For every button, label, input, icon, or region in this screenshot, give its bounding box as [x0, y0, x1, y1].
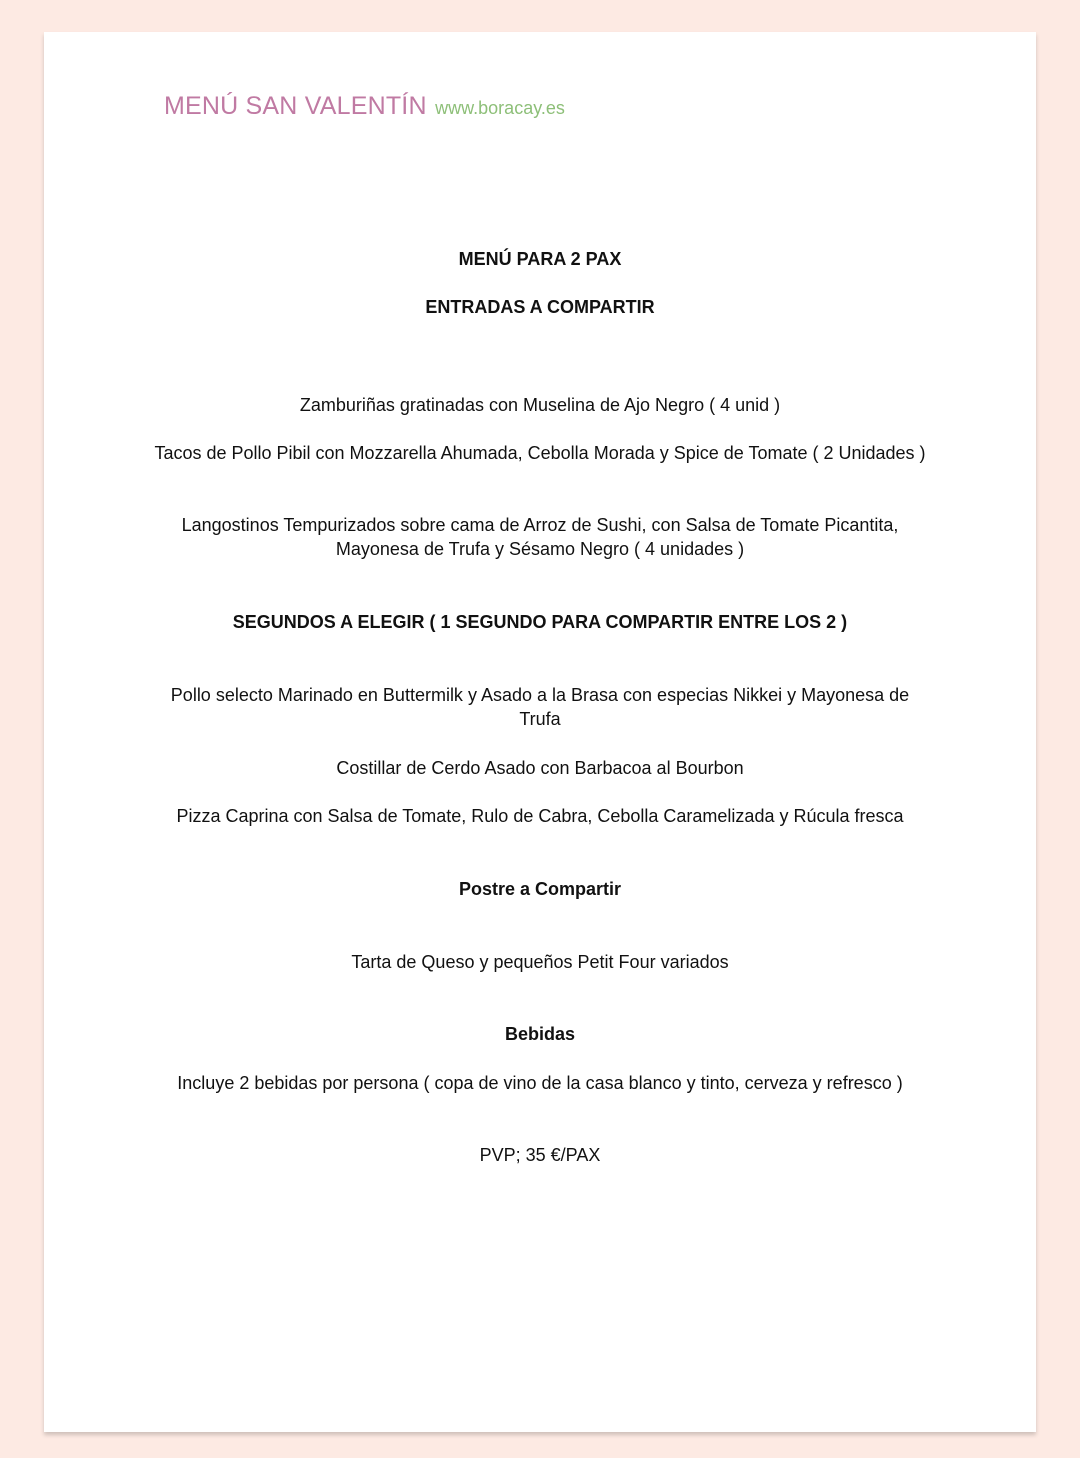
menu-heading: MENÚ PARA 2 PAX	[458, 249, 622, 269]
starter-item: Zamburiñas gratinadas con Muselina de Ajo Negro ( 4 unid )	[299, 395, 781, 415]
page-header	[164, 92, 565, 121]
starter-item: Langostinos Tempurizados sobre cama de Arroz de Sushi, con Salsa de Tomate Picantita, Mayonesa de Trufa y Sésamo Negro ( 4 unidades )	[181, 515, 899, 559]
main-item: Pizza Caprina con Salsa de Tomate, Rulo de Cabra, Cebolla Caramelizada y Rúcula fresca	[176, 806, 904, 826]
dessert-item: Tarta de Queso y pequeños Petit Four variados	[351, 952, 729, 972]
main-item: Pollo selecto Marinado en Buttermilk y Asado a la Brasa con especias Nikkei y Mayonesa de Trufa	[170, 685, 910, 729]
menu-page	[44, 32, 1036, 1432]
main-item: Costillar de Cerdo Asado con Barbacoa al Bourbon	[336, 758, 744, 778]
website-link[interactable]: www.boracay.es	[435, 98, 565, 118]
mains-title: SEGUNDOS A ELEGIR ( 1 SEGUNDO PARA COMPARTIR ENTRE LOS 2 )	[232, 612, 848, 632]
drinks-item: Incluye 2 bebidas por persona ( copa de vino de la casa blanco y tinto, cerveza y refresco )	[177, 1073, 903, 1093]
drinks-title: Bebidas	[504, 1024, 576, 1044]
menu-title: MENÚ SAN VALENTÍN	[164, 92, 427, 120]
starter-item: Tacos de Pollo Pibil con Mozzarella Ahumada, Cebolla Morada y Spice de Tomate ( 2 Unidades )	[154, 443, 926, 463]
starters-title: ENTRADAS A COMPARTIR	[425, 297, 655, 317]
price-label: PVP; 35 €/PAX	[479, 1145, 601, 1165]
dessert-title: Postre a Compartir	[458, 879, 622, 899]
